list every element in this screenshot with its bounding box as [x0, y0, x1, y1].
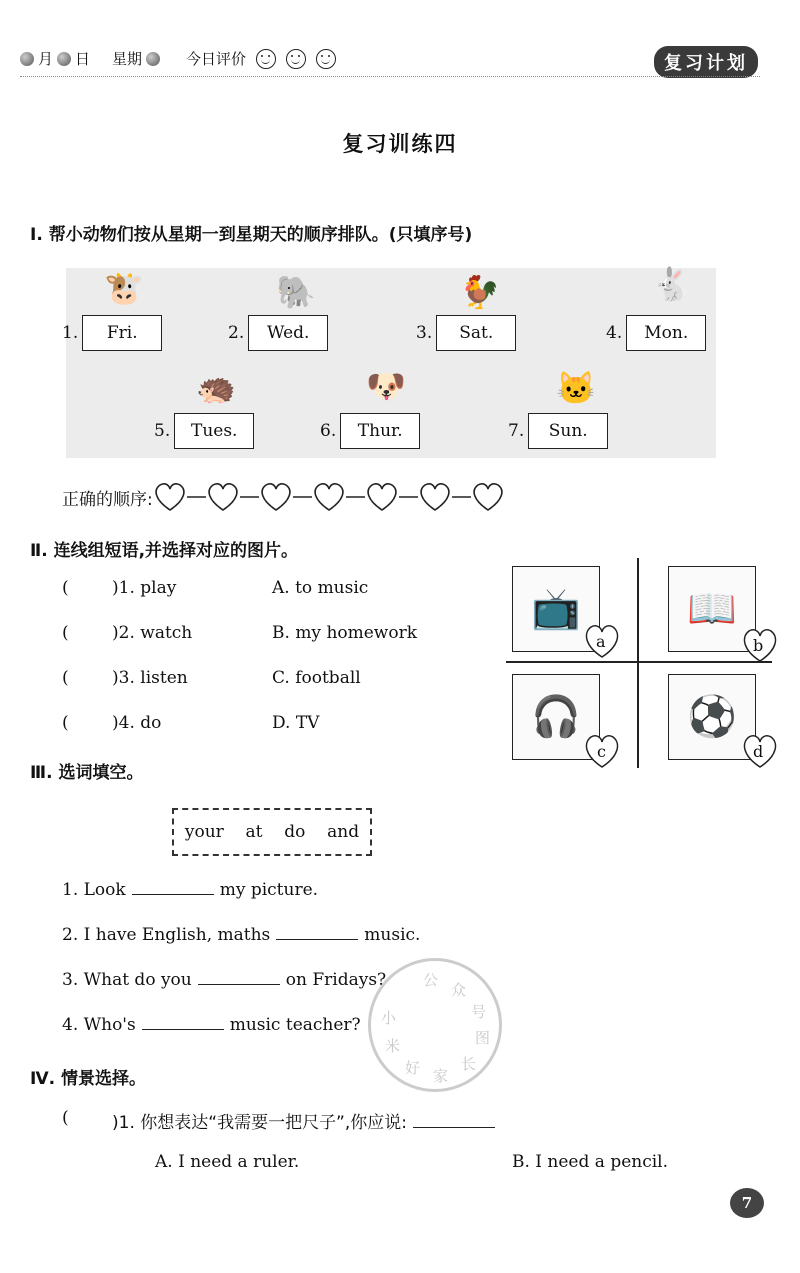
weekday-dot-icon — [146, 52, 160, 66]
answer-blank[interactable] — [198, 983, 280, 985]
answer-blank[interactable] — [413, 1126, 495, 1128]
animal-icon: 🐇 — [652, 265, 692, 303]
month-dot-icon — [20, 52, 34, 66]
day-item: 7. Sun. — [508, 413, 608, 449]
match-verb: )3. listen — [112, 668, 188, 688]
order-label: 正确的顺序: — [62, 489, 153, 510]
day-item: 4. Mon. — [606, 315, 706, 351]
smiley-icon[interactable] — [256, 49, 276, 69]
header-divider — [20, 76, 760, 77]
section4-heading: Ⅳ. 情景选择。 — [30, 1069, 147, 1089]
day-dot-icon — [57, 52, 71, 66]
fill-sentence: 2. I have English, maths music. — [62, 925, 421, 945]
answer-blank[interactable] — [142, 1028, 224, 1030]
day-item: 1. Fri. — [62, 315, 162, 351]
section2-heading: Ⅱ. 连线组短语,并选择对应的图片。 — [30, 541, 299, 561]
scenario-question: ( )1. 你想表达“我需要一把尺子”,你应说: — [62, 1108, 501, 1133]
word-bank — [172, 808, 372, 856]
day-box: Wed. — [248, 315, 328, 351]
picture-c: 🎧 — [512, 674, 600, 760]
match-row: ( )1. play A. to music — [62, 578, 482, 623]
review-plan-badge: 复习计划 — [654, 46, 758, 78]
grid-vline — [637, 558, 639, 768]
heart-tag-label: a — [596, 632, 606, 651]
heart-tag-label: c — [597, 742, 606, 761]
match-verb: )1. play — [112, 578, 177, 598]
day-box: Sat. — [436, 315, 516, 351]
section3-heading: Ⅲ. 选词填空。 — [30, 763, 144, 783]
answer-blank[interactable] — [132, 893, 214, 895]
weekday-label: 星期 — [112, 50, 143, 68]
word-option: at — [245, 822, 263, 842]
month-label: 月 — [38, 50, 54, 68]
fill-sentence: 3. What do you on Fridays? — [62, 970, 387, 990]
picture-b: 📖 — [668, 566, 756, 652]
day-box: Thur. — [340, 413, 420, 449]
day-item: 5. Tues. — [154, 413, 254, 449]
rating-label: 今日评价 — [186, 50, 247, 68]
animal-icon: 🐱 — [556, 369, 596, 407]
heart-chain — [153, 480, 513, 514]
page-number: 7 — [730, 1188, 764, 1218]
day-box: Sun. — [528, 413, 608, 449]
page-title: 复习训练四 — [342, 131, 458, 156]
smiley-icon[interactable] — [316, 49, 336, 69]
word-option: do — [284, 822, 306, 842]
heart-tag-label: d — [753, 742, 764, 761]
match-phrase: A. to music — [272, 578, 369, 598]
match-row: ( )3. listen C. football — [62, 668, 482, 713]
answer-blank[interactable] — [276, 938, 358, 940]
section1-heading: Ⅰ. 帮小动物们按从星期一到星期天的顺序排队。(只填序号) — [30, 225, 473, 245]
grid-hline — [506, 661, 772, 663]
order-row — [62, 480, 513, 514]
smiley-icon[interactable] — [286, 49, 306, 69]
day-item: 2. Wed. — [228, 315, 328, 351]
fill-sentence: 4. Who's music teacher? — [62, 1015, 361, 1035]
animal-icon: 🐮 — [104, 269, 144, 307]
match-row: ( )4. do D. TV — [62, 713, 482, 758]
match-row: ( )2. watch B. my homework — [62, 623, 482, 668]
day-box: Fri. — [82, 315, 162, 351]
day-box: Mon. — [626, 315, 706, 351]
day-label: 日 — [75, 50, 91, 68]
animal-icon: 🦔 — [196, 369, 236, 407]
heart-tag-label: b — [753, 636, 764, 655]
option-a[interactable]: A. I need a ruler. — [155, 1152, 300, 1172]
match-verb: )2. watch — [112, 623, 193, 643]
watermark-stamp: 公 众 号 图 长 家 好 米 小 — [368, 958, 502, 1092]
match-phrase: D. TV — [272, 713, 320, 733]
picture-d: ⚽ — [668, 674, 756, 760]
match-verb: )4. do — [112, 713, 162, 733]
word-option: and — [327, 822, 360, 842]
matching-list — [62, 578, 482, 758]
animal-icon: 🐓 — [460, 273, 500, 311]
day-item: 6. Thur. — [320, 413, 420, 449]
day-box: Tues. — [174, 413, 254, 449]
match-phrase: C. football — [272, 668, 361, 688]
page-header — [20, 48, 336, 69]
word-option: your — [184, 822, 224, 842]
day-item: 3. Sat. — [416, 315, 516, 351]
animal-icon: 🐶 — [366, 367, 406, 405]
fill-sentence: 1. Look my picture. — [62, 880, 319, 900]
picture-a: 📺 — [512, 566, 600, 652]
option-b[interactable]: B. I need a pencil. — [512, 1152, 669, 1172]
match-phrase: B. my homework — [272, 623, 418, 643]
animal-icon: 🐘 — [276, 273, 316, 311]
